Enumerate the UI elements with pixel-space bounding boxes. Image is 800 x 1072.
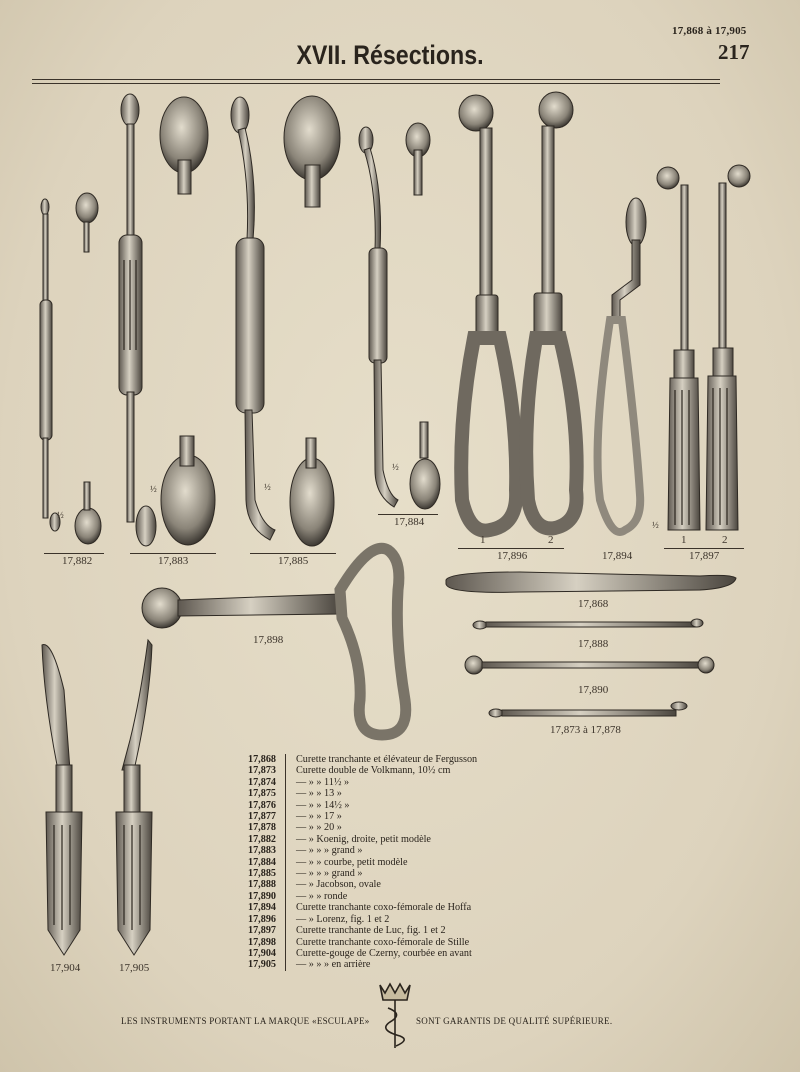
legend-row: [232, 845, 477, 856]
legend-description: — » » » grand »: [296, 845, 363, 857]
fig-label-17890: 17,890: [578, 684, 609, 696]
legend-number: 17,888: [247, 879, 276, 891]
legend-row: [232, 765, 477, 776]
legend-row: [232, 822, 477, 833]
fig-line-17883: [130, 553, 216, 554]
fig-label-17883: 17,883: [158, 555, 189, 567]
curette-17888-illustration: [473, 619, 703, 629]
fig-line-17885: [250, 553, 336, 554]
footer-right-text: SONT GARANTIS DE QUALITÉ SUPÉRIEURE.: [416, 1016, 613, 1026]
legend-row: [232, 959, 477, 970]
fig-label-17885: 17,885: [278, 555, 309, 567]
legend-row: [232, 811, 477, 822]
running-head: 17,868 à 17,905: [672, 25, 747, 37]
fig-line-17897: [664, 548, 744, 549]
legend-number: 17,873: [247, 765, 276, 777]
fig-line-17882: [44, 553, 104, 554]
fig-label-17897-2: 2: [722, 534, 728, 546]
legend-number: 17,878: [247, 822, 276, 834]
legend-description: Curette tranchante de Luc, fig. 1 et 2: [296, 925, 446, 937]
legend-description: — » » ronde: [296, 890, 348, 902]
fig-label-17897: 17,897: [689, 550, 720, 562]
legend-number: 17,904: [247, 947, 276, 959]
legend-description: — » » 20 »: [296, 822, 342, 834]
legend-description: — » » 13 »: [296, 788, 342, 800]
curette-17882-illustration: [40, 193, 101, 544]
fig-label-17898: 17,898: [253, 634, 284, 646]
curette-17897-illustration: [657, 165, 750, 530]
legend-row: [232, 777, 477, 788]
legend-number: 17,894: [247, 902, 276, 914]
legend-number: 17,875: [247, 788, 276, 800]
legend-number: 17,882: [247, 833, 276, 845]
legend-number: 17,905: [247, 959, 276, 971]
fig-label-17896-1: 1: [480, 534, 486, 546]
fig-label-17888: 17,888: [578, 638, 609, 650]
legend-row: [232, 937, 477, 948]
scale-marker: ½: [150, 484, 157, 494]
fig-label-17896-2: 2: [548, 534, 554, 546]
legend-row: [232, 891, 477, 902]
legend-row: [232, 788, 477, 799]
legend-description: — » » » en arrière: [296, 959, 371, 971]
curette-17885-illustration: [231, 96, 340, 546]
legend-number: 17,885: [247, 868, 276, 880]
curette-17883-illustration: [119, 94, 215, 546]
footer-left-text: LES INSTRUMENTS PORTANT LA MARQUE «ESCULAPE»: [121, 1016, 370, 1026]
fig-label-17905: 17,905: [119, 962, 150, 974]
esculape-logo: [380, 984, 410, 1048]
legend-description: — » Jacobson, ovale: [296, 879, 381, 891]
fig-line-17896: [458, 548, 564, 549]
scale-marker: ½: [264, 482, 271, 492]
fig-label-17904: 17,904: [50, 962, 81, 974]
fig-label-17896: 17,896: [497, 550, 528, 562]
legend-number: 17,890: [247, 890, 276, 902]
page-title: XVII. Résections.: [296, 40, 484, 70]
fig-label-17868: 17,868: [578, 598, 609, 610]
scale-marker: ½: [392, 462, 399, 472]
legend-number: 17,883: [247, 845, 276, 857]
legend-row: [232, 754, 477, 765]
legend-row: [232, 834, 477, 845]
legend-row: [232, 948, 477, 959]
legend-description: Curette tranchante et élévateur de Fergusson: [296, 754, 478, 765]
elevator-17868-illustration: [446, 572, 736, 592]
legend-description: Curette double de Volkmann, 10½ cm: [296, 765, 451, 777]
legend-description: — » » 11½ »: [296, 776, 350, 788]
legend-row: [232, 868, 477, 879]
legend-number: 17,896: [247, 913, 276, 925]
legend-number: 17,898: [247, 936, 276, 948]
legend-description: — » » courbe, petit modèle: [296, 856, 408, 868]
legend-description: Curette tranchante coxo-fémorale de Hoffa: [296, 902, 472, 914]
fig-label-17897-1: 1: [681, 534, 687, 546]
legend-description: — » Lorenz, fig. 1 et 2: [296, 913, 390, 925]
legend-description: Curette-gouge de Czerny, courbée en avant: [296, 947, 472, 959]
legend-description: — » Koenig, droite, petit modèle: [296, 833, 431, 845]
scale-marker: ½: [652, 520, 659, 530]
gouge-17905-illustration: [116, 640, 152, 955]
fig-label-17882: 17,882: [62, 555, 93, 567]
fig-label-17884: 17,884: [394, 516, 425, 528]
instrument-legend: [232, 754, 477, 971]
legend-description: — » » 17 »: [296, 811, 342, 823]
curette-17873-illustration: [489, 702, 687, 717]
legend-row: [232, 800, 477, 811]
legend-row: [232, 902, 477, 913]
legend-row: [232, 914, 477, 925]
scale-marker: ½: [57, 510, 64, 520]
legend-number: 17,876: [247, 799, 276, 811]
curette-17890-illustration: [465, 656, 714, 674]
legend-number: 17,884: [247, 856, 276, 868]
fig-label-17894: 17,894: [602, 550, 633, 562]
legend-number: 17,868: [247, 754, 276, 765]
legend-description: Curette tranchante coxo-fémorale de Stille: [296, 936, 470, 948]
curette-17894-illustration: [598, 198, 646, 532]
legend-number: 17,874: [247, 776, 276, 788]
legend-number: 17,877: [247, 811, 276, 823]
legend-description: — » » 14½ »: [296, 799, 350, 811]
fig-label-17873-17878: 17,873 à 17,878: [550, 724, 621, 736]
page-number: 217: [718, 40, 750, 64]
curette-17896-illustration: [459, 92, 577, 531]
legend-row: [232, 925, 477, 936]
legend-row: [232, 879, 477, 890]
curette-17884-illustration: [359, 123, 440, 509]
fig-line-17884: [378, 514, 438, 515]
legend-number: 17,897: [247, 925, 276, 937]
legend-row: [232, 857, 477, 868]
legend-description: — » » » grand »: [296, 868, 363, 880]
